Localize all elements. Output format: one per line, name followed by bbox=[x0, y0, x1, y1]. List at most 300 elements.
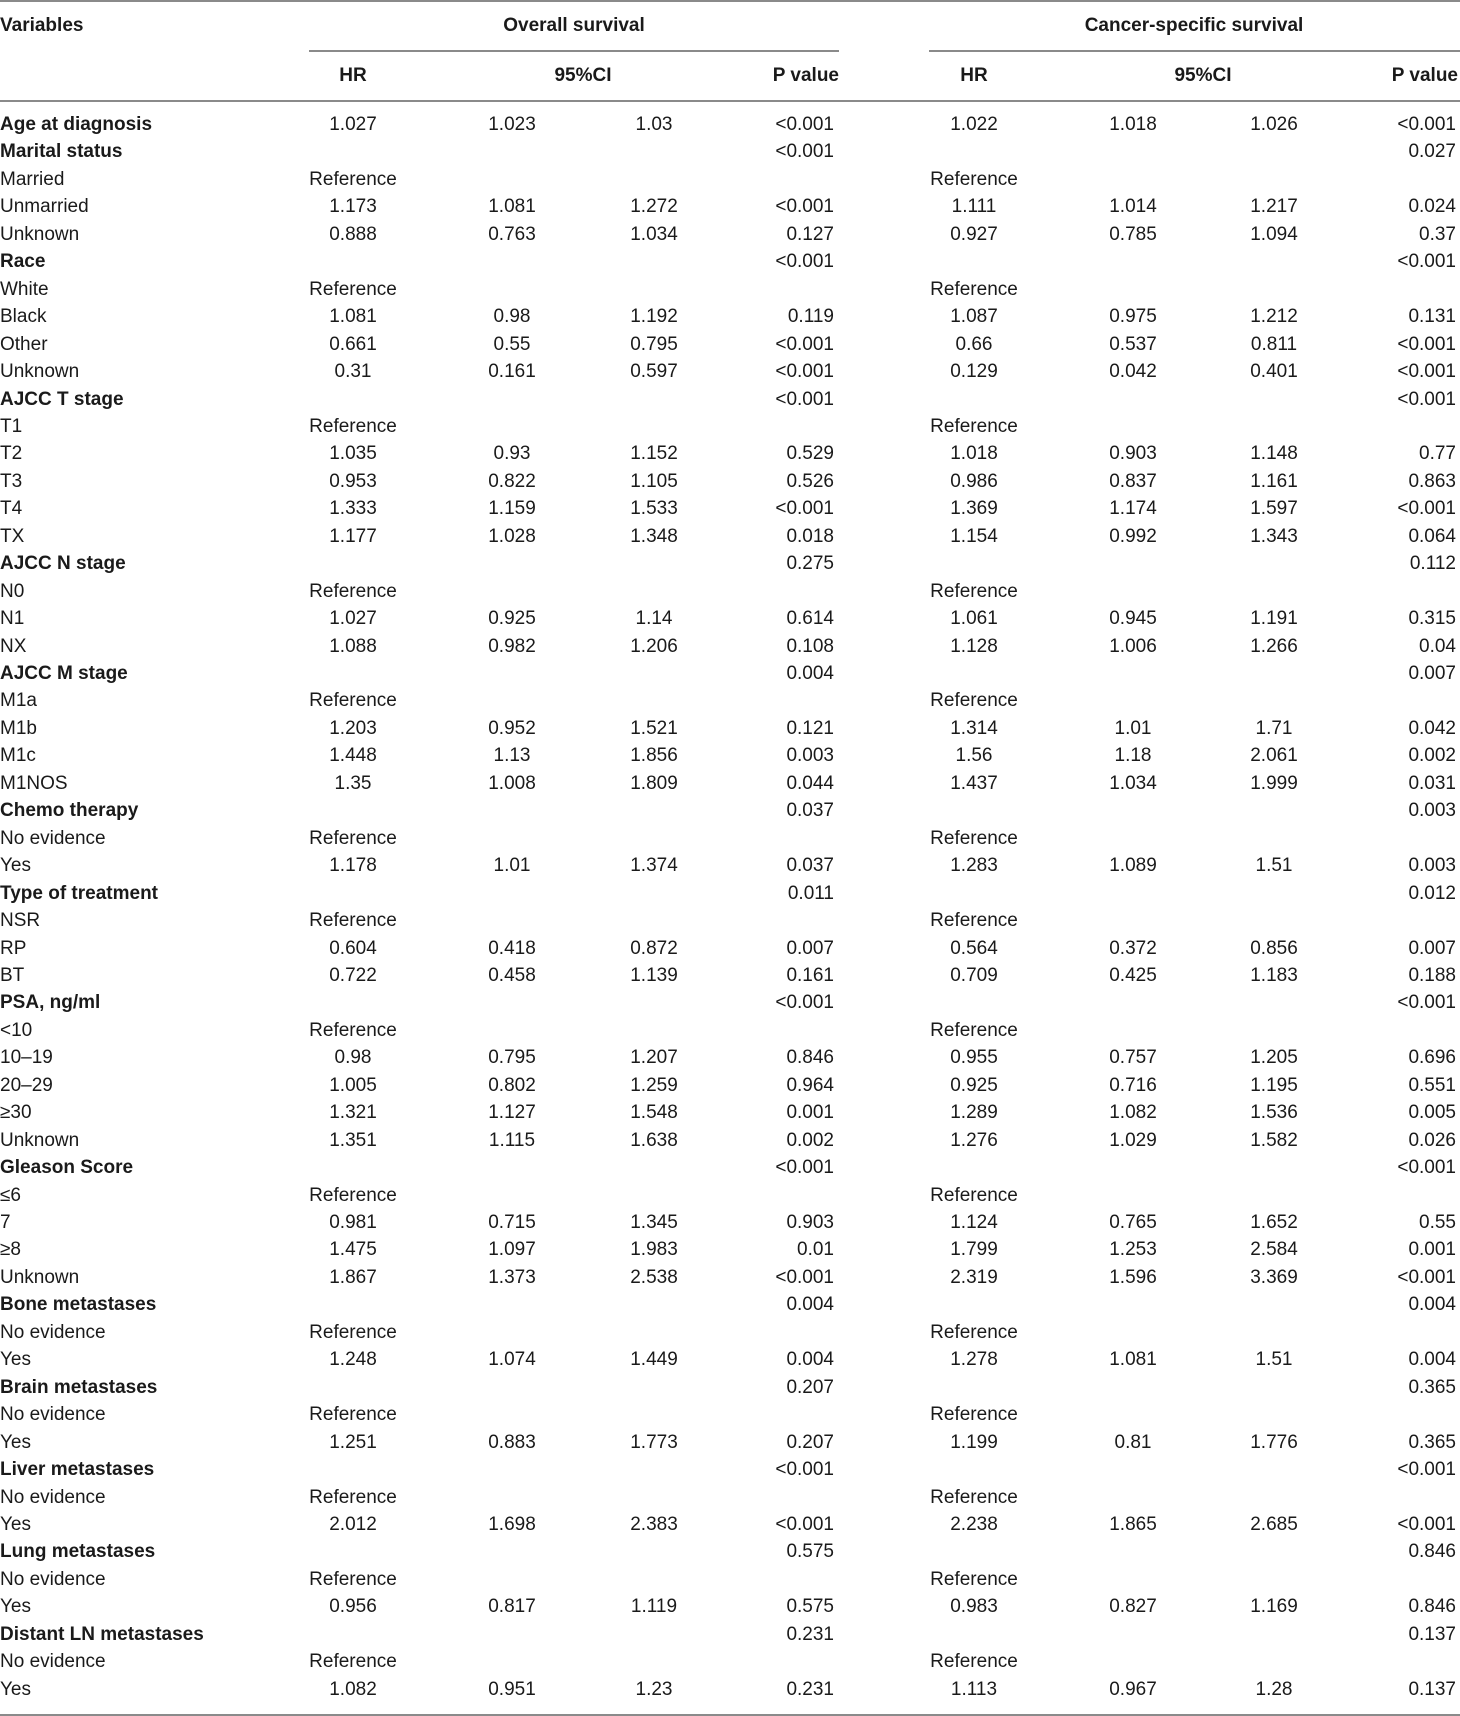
css-p-value-cell: 0.846 bbox=[1408, 1596, 1456, 1618]
css-ci-upper-cell: 1.28 bbox=[1255, 1678, 1293, 1700]
os-p-value-cell: 0.108 bbox=[786, 635, 834, 657]
css-p-value-cell: 0.37 bbox=[1419, 223, 1456, 245]
os-ci-upper-cell: 1.345 bbox=[630, 1212, 678, 1233]
variable-heading: Distant LN metastases bbox=[0, 1623, 204, 1645]
variable-category: ≥30 bbox=[0, 1102, 32, 1124]
css-p-value-cell: 0.003 bbox=[1408, 855, 1456, 877]
os-p-value-cell: 0.037 bbox=[786, 800, 834, 822]
css-ci-upper-cell: 1.205 bbox=[1250, 1047, 1298, 1069]
css-hr-cell: Reference bbox=[930, 1184, 1018, 1206]
css-ci-lower-cell: 0.785 bbox=[1109, 223, 1157, 245]
os-p-value-cell: 0.575 bbox=[786, 1596, 834, 1618]
os-hr-cell: Reference bbox=[309, 1184, 397, 1206]
top-rule bbox=[0, 0, 1460, 2]
os-ci-lower-cell: 0.883 bbox=[488, 1431, 536, 1453]
css-p-value-cell: <0.001 bbox=[1397, 388, 1456, 410]
os-p-value-cell: 0.231 bbox=[786, 1678, 834, 1700]
os-ci-lower-cell: 0.458 bbox=[488, 964, 536, 986]
css-ci-upper-cell: 1.51 bbox=[1255, 855, 1293, 877]
css-p-value-cell: <0.001 bbox=[1397, 361, 1456, 383]
css-ci-upper-cell: 2.584 bbox=[1250, 1239, 1298, 1261]
variable-category: No evidence bbox=[0, 827, 106, 849]
css-p-value-cell: <0.001 bbox=[1397, 1266, 1456, 1288]
css-ci-lower-cell: 1.089 bbox=[1109, 855, 1157, 877]
os-p-value-cell: <0.001 bbox=[775, 333, 834, 355]
os-p-value-cell: 0.037 bbox=[786, 855, 834, 877]
variable-heading: Liver metastases bbox=[0, 1459, 155, 1481]
header-css-p: P value bbox=[1391, 65, 1458, 86]
css-hr-cell: 1.022 bbox=[950, 114, 998, 135]
os-p-value-cell: <0.001 bbox=[775, 361, 834, 383]
variable-category: Black bbox=[0, 306, 47, 328]
css-ci-upper-cell: 1.71 bbox=[1255, 717, 1293, 739]
css-ci-lower-cell: 0.537 bbox=[1109, 333, 1157, 355]
os-ci-lower-cell: 1.159 bbox=[488, 498, 536, 520]
os-ci-lower-cell: 0.98 bbox=[493, 306, 531, 328]
os-hr-cell: Reference bbox=[309, 1568, 397, 1590]
css-p-value-cell: 0.007 bbox=[1408, 937, 1456, 959]
header-os-hr: HR bbox=[339, 65, 367, 86]
css-ci-lower-cell: 1.174 bbox=[1109, 498, 1157, 520]
os-hr-cell: 1.082 bbox=[329, 1678, 377, 1700]
os-p-value-cell: <0.001 bbox=[775, 1157, 834, 1179]
css-hr-cell: 0.925 bbox=[950, 1074, 998, 1096]
variable-heading: Chemo therapy bbox=[0, 800, 139, 822]
os-hr-cell: Reference bbox=[309, 910, 397, 932]
os-ci-lower-cell: 1.081 bbox=[488, 196, 536, 218]
css-ci-upper-cell: 1.183 bbox=[1250, 964, 1298, 986]
css-hr-cell: Reference bbox=[930, 827, 1018, 849]
css-ci-upper-cell: 1.026 bbox=[1250, 114, 1298, 135]
variable-category: Unmarried bbox=[0, 196, 89, 218]
css-hr-cell: 1.128 bbox=[950, 635, 998, 657]
variable-category: <10 bbox=[0, 1019, 33, 1041]
variable-category: N1 bbox=[0, 608, 25, 630]
css-ci-upper-cell: 1.266 bbox=[1250, 635, 1298, 657]
os-hr-cell: 1.081 bbox=[329, 306, 377, 328]
css-p-value-cell: 0.696 bbox=[1408, 1047, 1456, 1069]
css-p-value-cell: <0.001 bbox=[1397, 992, 1456, 1014]
css-ci-lower-cell: 1.029 bbox=[1109, 1129, 1157, 1151]
css-hr-cell: Reference bbox=[930, 1486, 1018, 1508]
variable-heading: AJCC M stage bbox=[0, 663, 128, 684]
css-hr-cell: Reference bbox=[930, 580, 1018, 602]
css-p-value-cell: 0.004 bbox=[1408, 1349, 1456, 1371]
os-p-value-cell: 0.121 bbox=[786, 717, 834, 739]
css-p-value-cell: 0.77 bbox=[1419, 443, 1456, 465]
os-ci-upper-cell: 1.206 bbox=[630, 635, 678, 657]
css-hr-cell: Reference bbox=[930, 690, 1018, 712]
os-hr-cell: 0.722 bbox=[329, 964, 377, 986]
header-cancer-specific-survival: Cancer-specific survival bbox=[1084, 15, 1304, 36]
os-hr-cell: 1.867 bbox=[329, 1266, 377, 1288]
css-ci-lower-cell: 0.975 bbox=[1109, 306, 1157, 328]
css-hr-cell: 0.564 bbox=[950, 937, 998, 959]
css-ci-upper-cell: 0.811 bbox=[1250, 333, 1298, 355]
css-ci-lower-cell: 1.253 bbox=[1109, 1239, 1157, 1261]
css-hr-cell: 1.314 bbox=[950, 717, 998, 739]
os-p-value-cell: <0.001 bbox=[775, 114, 834, 135]
os-ci-lower-cell: 0.795 bbox=[488, 1047, 536, 1069]
os-ci-upper-cell: 1.119 bbox=[630, 1596, 678, 1618]
css-p-value-cell: 0.027 bbox=[1408, 141, 1456, 163]
os-hr-cell: 0.981 bbox=[329, 1212, 377, 1233]
os-p-value-cell: 0.004 bbox=[786, 1349, 834, 1371]
os-ci-lower-cell: 0.715 bbox=[488, 1212, 536, 1233]
css-group-rule bbox=[929, 50, 1460, 52]
variable-heading: AJCC T stage bbox=[0, 388, 124, 410]
os-ci-upper-cell: 1.03 bbox=[635, 114, 673, 135]
variable-category: Other bbox=[0, 333, 48, 355]
os-hr-cell: 1.351 bbox=[329, 1129, 377, 1151]
os-p-value-cell: 0.529 bbox=[786, 443, 834, 465]
os-p-value-cell: 0.207 bbox=[786, 1431, 834, 1453]
os-p-value-cell: 0.004 bbox=[786, 1294, 834, 1316]
css-ci-lower-cell: 0.827 bbox=[1109, 1596, 1157, 1618]
css-hr-cell: Reference bbox=[930, 1404, 1018, 1426]
os-p-value-cell: 0.007 bbox=[786, 937, 834, 959]
css-ci-lower-cell: 1.034 bbox=[1109, 772, 1157, 794]
css-ci-upper-cell: 1.191 bbox=[1250, 608, 1298, 630]
os-ci-upper-cell: 1.152 bbox=[630, 443, 678, 465]
os-p-value-cell: <0.001 bbox=[775, 1266, 834, 1288]
os-hr-cell: Reference bbox=[309, 1019, 397, 1041]
os-ci-lower-cell: 0.763 bbox=[488, 223, 536, 245]
css-hr-cell: 0.955 bbox=[950, 1047, 998, 1069]
os-ci-upper-cell: 0.597 bbox=[630, 361, 678, 383]
os-ci-lower-cell: 0.93 bbox=[493, 443, 531, 465]
css-ci-lower-cell: 0.903 bbox=[1109, 443, 1157, 465]
variable-heading: Bone metastases bbox=[0, 1294, 157, 1316]
css-ci-upper-cell: 1.776 bbox=[1250, 1431, 1298, 1453]
variable-category: Married bbox=[0, 168, 65, 190]
css-p-value-cell: 0.007 bbox=[1408, 663, 1456, 684]
os-ci-lower-cell: 0.418 bbox=[488, 937, 536, 959]
css-hr-cell: 1.56 bbox=[955, 745, 993, 767]
css-hr-cell: Reference bbox=[930, 1019, 1018, 1041]
css-hr-cell: 1.018 bbox=[950, 443, 998, 465]
header-os-ci: 95%CI bbox=[554, 65, 612, 86]
os-hr-cell: Reference bbox=[309, 580, 397, 602]
css-hr-cell: 1.111 bbox=[951, 196, 997, 218]
os-ci-lower-cell: 1.01 bbox=[493, 855, 531, 877]
css-hr-cell: Reference bbox=[930, 278, 1018, 300]
variable-category: NSR bbox=[0, 910, 41, 932]
variable-category: Yes bbox=[0, 855, 31, 877]
os-ci-lower-cell: 1.097 bbox=[488, 1239, 536, 1261]
os-hr-cell: Reference bbox=[309, 1651, 397, 1673]
os-ci-upper-cell: 1.521 bbox=[630, 717, 678, 739]
variable-heading: Brain metastases bbox=[0, 1376, 158, 1398]
header-rule bbox=[0, 100, 1460, 102]
variable-category: Yes bbox=[0, 1513, 31, 1535]
css-ci-upper-cell: 2.061 bbox=[1250, 745, 1298, 767]
css-hr-cell: 1.154 bbox=[950, 525, 998, 547]
css-ci-lower-cell: 0.757 bbox=[1109, 1047, 1157, 1069]
css-ci-upper-cell: 1.217 bbox=[1250, 196, 1298, 218]
variable-category: ≤6 bbox=[0, 1184, 21, 1206]
variable-category: M1a bbox=[0, 690, 37, 712]
css-ci-upper-cell: 3.369 bbox=[1250, 1266, 1298, 1288]
css-ci-lower-cell: 0.716 bbox=[1109, 1074, 1157, 1096]
os-hr-cell: 1.088 bbox=[329, 635, 377, 657]
css-ci-upper-cell: 1.999 bbox=[1250, 772, 1298, 794]
css-ci-upper-cell: 1.169 bbox=[1250, 1596, 1298, 1618]
css-ci-upper-cell: 0.401 bbox=[1250, 361, 1298, 383]
os-hr-cell: 0.31 bbox=[334, 361, 372, 383]
variable-category: Yes bbox=[0, 1596, 31, 1618]
css-p-value-cell: 0.064 bbox=[1408, 525, 1456, 547]
os-p-value-cell: <0.001 bbox=[775, 992, 834, 1014]
os-ci-upper-cell: 2.383 bbox=[630, 1513, 678, 1535]
css-ci-lower-cell: 1.18 bbox=[1114, 745, 1152, 767]
header-css-hr: HR bbox=[960, 65, 988, 86]
os-ci-upper-cell: 1.139 bbox=[630, 964, 678, 986]
css-hr-cell: 1.113 bbox=[950, 1678, 998, 1700]
os-ci-lower-cell: 0.951 bbox=[488, 1678, 536, 1700]
os-hr-cell: 1.333 bbox=[329, 498, 377, 520]
os-hr-cell: 0.98 bbox=[334, 1047, 372, 1069]
variable-category: T1 bbox=[0, 415, 23, 437]
css-p-value-cell: 0.024 bbox=[1408, 196, 1456, 218]
os-ci-upper-cell: 1.034 bbox=[630, 223, 678, 245]
os-ci-lower-cell: 0.982 bbox=[488, 635, 536, 657]
css-p-value-cell: <0.001 bbox=[1397, 251, 1456, 273]
header-variables: Variables bbox=[0, 15, 84, 36]
css-ci-lower-cell: 1.01 bbox=[1114, 717, 1152, 739]
os-ci-upper-cell: 1.983 bbox=[630, 1239, 678, 1261]
os-ci-lower-cell: 0.822 bbox=[488, 470, 536, 492]
os-p-value-cell: 0.018 bbox=[786, 525, 834, 547]
os-ci-lower-cell: 0.161 bbox=[488, 361, 536, 383]
os-hr-cell: 1.203 bbox=[329, 717, 377, 739]
os-ci-lower-cell: 1.127 bbox=[488, 1102, 536, 1124]
os-ci-lower-cell: 0.802 bbox=[488, 1074, 536, 1096]
css-ci-upper-cell: 1.51 bbox=[1255, 1349, 1293, 1371]
css-hr-cell: 2.238 bbox=[950, 1513, 998, 1535]
os-ci-lower-cell: 1.008 bbox=[488, 772, 536, 794]
css-hr-cell: Reference bbox=[930, 168, 1018, 190]
variable-category: T4 bbox=[0, 498, 23, 520]
css-ci-lower-cell: 1.006 bbox=[1109, 635, 1157, 657]
css-p-value-cell: 0.365 bbox=[1408, 1376, 1456, 1398]
os-p-value-cell: 0.01 bbox=[797, 1239, 834, 1261]
os-p-value-cell: 0.003 bbox=[786, 745, 834, 767]
variable-category: NX bbox=[0, 635, 27, 657]
os-ci-lower-cell: 1.698 bbox=[488, 1513, 536, 1535]
css-hr-cell: 1.369 bbox=[950, 498, 998, 520]
os-p-value-cell: 0.964 bbox=[786, 1074, 834, 1096]
os-ci-lower-cell: 0.817 bbox=[488, 1596, 536, 1618]
variable-category: M1c bbox=[0, 745, 36, 767]
os-hr-cell: 2.012 bbox=[329, 1513, 377, 1535]
os-ci-upper-cell: 0.795 bbox=[630, 333, 678, 355]
css-ci-upper-cell: 1.597 bbox=[1250, 498, 1298, 520]
variable-category: ≥8 bbox=[0, 1239, 21, 1261]
css-p-value-cell: 0.04 bbox=[1419, 635, 1456, 657]
css-p-value-cell: <0.001 bbox=[1397, 1157, 1456, 1179]
os-ci-lower-cell: 0.952 bbox=[488, 717, 536, 739]
os-group-rule bbox=[309, 50, 839, 52]
os-ci-upper-cell: 1.192 bbox=[630, 306, 678, 328]
css-p-value-cell: <0.001 bbox=[1397, 114, 1456, 135]
os-p-value-cell: <0.001 bbox=[775, 1513, 834, 1535]
variable-heading: Race bbox=[0, 251, 46, 273]
os-p-value-cell: 0.846 bbox=[786, 1047, 834, 1069]
css-p-value-cell: 0.001 bbox=[1408, 1239, 1456, 1261]
os-p-value-cell: <0.001 bbox=[775, 251, 834, 273]
css-p-value-cell: 0.551 bbox=[1408, 1074, 1456, 1096]
os-ci-lower-cell: 0.55 bbox=[493, 333, 531, 355]
css-p-value-cell: 0.137 bbox=[1408, 1678, 1456, 1700]
os-p-value-cell: 0.275 bbox=[786, 553, 834, 575]
css-p-value-cell: 0.55 bbox=[1419, 1212, 1456, 1233]
os-p-value-cell: <0.001 bbox=[775, 1459, 834, 1481]
css-ci-lower-cell: 0.372 bbox=[1109, 937, 1157, 959]
css-p-value-cell: 0.188 bbox=[1408, 964, 1456, 986]
os-hr-cell: 0.661 bbox=[329, 333, 377, 355]
variable-category: RP bbox=[0, 937, 27, 959]
variable-category: Yes bbox=[0, 1678, 31, 1700]
os-ci-lower-cell: 0.925 bbox=[488, 608, 536, 630]
os-hr-cell: Reference bbox=[309, 278, 397, 300]
css-hr-cell: 2.319 bbox=[950, 1266, 998, 1288]
variable-category: N0 bbox=[0, 580, 25, 602]
os-ci-upper-cell: 0.872 bbox=[630, 937, 678, 959]
css-hr-cell: Reference bbox=[930, 910, 1018, 932]
os-p-value-cell: <0.001 bbox=[775, 141, 834, 163]
css-p-value-cell: 0.863 bbox=[1408, 470, 1456, 492]
css-hr-cell: 0.709 bbox=[950, 964, 998, 986]
css-ci-upper-cell: 1.652 bbox=[1250, 1212, 1298, 1233]
css-ci-lower-cell: 1.081 bbox=[1109, 1349, 1157, 1371]
os-ci-upper-cell: 1.809 bbox=[630, 772, 678, 794]
css-p-value-cell: 0.365 bbox=[1408, 1431, 1456, 1453]
os-ci-lower-cell: 1.115 bbox=[488, 1129, 536, 1151]
variable-category: Unknown bbox=[0, 223, 80, 245]
variable-category: M1b bbox=[0, 717, 37, 739]
os-p-value-cell: 0.011 bbox=[787, 882, 834, 904]
css-p-value-cell: <0.001 bbox=[1397, 333, 1456, 355]
css-ci-lower-cell: 1.082 bbox=[1109, 1102, 1157, 1124]
css-ci-lower-cell: 0.837 bbox=[1109, 470, 1157, 492]
os-hr-cell: 1.448 bbox=[329, 745, 377, 767]
variable-category: Yes bbox=[0, 1349, 31, 1371]
os-p-value-cell: 0.207 bbox=[786, 1376, 834, 1398]
variable-category: Unknown bbox=[0, 361, 80, 383]
os-p-value-cell: 0.614 bbox=[786, 608, 834, 630]
os-hr-cell: 1.475 bbox=[329, 1239, 377, 1261]
css-hr-cell: Reference bbox=[930, 1321, 1018, 1343]
os-ci-upper-cell: 1.14 bbox=[635, 608, 673, 630]
os-ci-upper-cell: 1.207 bbox=[630, 1047, 678, 1069]
variable-category: White bbox=[0, 278, 49, 300]
css-ci-lower-cell: 0.992 bbox=[1109, 525, 1157, 547]
css-ci-lower-cell: 1.596 bbox=[1109, 1266, 1157, 1288]
os-hr-cell: 0.604 bbox=[329, 937, 377, 959]
css-p-value-cell: 0.005 bbox=[1408, 1102, 1456, 1124]
css-p-value-cell: <0.001 bbox=[1397, 498, 1456, 520]
css-p-value-cell: 0.131 bbox=[1408, 306, 1456, 328]
os-hr-cell: 1.251 bbox=[329, 1431, 377, 1453]
css-ci-lower-cell: 0.765 bbox=[1109, 1212, 1157, 1233]
os-ci-upper-cell: 1.348 bbox=[630, 525, 678, 547]
css-hr-cell: 0.129 bbox=[950, 361, 998, 383]
css-ci-upper-cell: 2.685 bbox=[1250, 1513, 1298, 1535]
variable-heading: AJCC N stage bbox=[0, 553, 126, 575]
variable-category: No evidence bbox=[0, 1568, 106, 1590]
css-hr-cell: 1.061 bbox=[950, 608, 998, 630]
css-hr-cell: 0.927 bbox=[950, 223, 998, 245]
os-p-value-cell: 0.575 bbox=[786, 1541, 834, 1563]
variable-category: 7 bbox=[0, 1212, 11, 1233]
variable-category: M1NOS bbox=[0, 772, 68, 794]
os-hr-cell: 1.35 bbox=[334, 772, 372, 794]
css-p-value-cell: 0.012 bbox=[1408, 882, 1456, 904]
os-hr-cell: Reference bbox=[309, 168, 397, 190]
css-hr-cell: 1.289 bbox=[950, 1102, 998, 1124]
css-p-value-cell: 0.026 bbox=[1408, 1129, 1456, 1151]
os-ci-upper-cell: 1.773 bbox=[630, 1431, 678, 1453]
css-ci-upper-cell: 1.536 bbox=[1250, 1102, 1298, 1124]
os-ci-lower-cell: 1.373 bbox=[488, 1266, 536, 1288]
os-hr-cell: 1.035 bbox=[329, 443, 377, 465]
os-p-value-cell: <0.001 bbox=[775, 498, 834, 520]
css-p-value-cell: 0.002 bbox=[1408, 745, 1456, 767]
os-hr-cell: 0.953 bbox=[329, 470, 377, 492]
variable-heading: Marital status bbox=[0, 141, 123, 163]
variable-heading: PSA, ng/ml bbox=[0, 992, 101, 1014]
os-ci-lower-cell: 1.13 bbox=[493, 745, 531, 767]
os-p-value-cell: 0.119 bbox=[787, 306, 834, 328]
os-ci-upper-cell: 1.533 bbox=[630, 498, 678, 520]
css-p-value-cell: 0.004 bbox=[1408, 1294, 1456, 1316]
os-ci-upper-cell: 1.259 bbox=[630, 1074, 678, 1096]
os-p-value-cell: 0.127 bbox=[786, 223, 834, 245]
css-ci-lower-cell: 0.425 bbox=[1109, 964, 1157, 986]
os-ci-upper-cell: 1.272 bbox=[630, 196, 678, 218]
os-ci-upper-cell: 1.105 bbox=[630, 470, 678, 492]
variable-category: No evidence bbox=[0, 1404, 106, 1426]
css-ci-upper-cell: 1.148 bbox=[1250, 443, 1298, 465]
os-ci-lower-cell: 1.023 bbox=[488, 114, 536, 135]
os-ci-upper-cell: 1.449 bbox=[630, 1349, 678, 1371]
variable-heading: Lung metastases bbox=[0, 1541, 156, 1563]
css-hr-cell: 1.799 bbox=[950, 1239, 998, 1261]
os-hr-cell: 0.956 bbox=[329, 1596, 377, 1618]
os-hr-cell: Reference bbox=[309, 415, 397, 437]
css-ci-lower-cell: 1.014 bbox=[1109, 196, 1157, 218]
os-ci-lower-cell: 1.028 bbox=[488, 525, 536, 547]
css-ci-lower-cell: 1.018 bbox=[1109, 114, 1157, 135]
os-hr-cell: Reference bbox=[309, 1321, 397, 1343]
os-hr-cell: 1.027 bbox=[329, 608, 377, 630]
os-p-value-cell: 0.002 bbox=[786, 1129, 834, 1151]
variable-heading: Gleason Score bbox=[0, 1157, 134, 1179]
css-ci-upper-cell: 1.212 bbox=[1250, 306, 1298, 328]
header-css-ci: 95%CI bbox=[1174, 65, 1232, 86]
css-ci-upper-cell: 1.094 bbox=[1250, 223, 1298, 245]
os-p-value-cell: 0.001 bbox=[786, 1102, 834, 1124]
variable-category: No evidence bbox=[0, 1651, 106, 1673]
os-p-value-cell: 0.044 bbox=[786, 772, 834, 794]
css-p-value-cell: <0.001 bbox=[1397, 1513, 1456, 1535]
os-p-value-cell: 0.903 bbox=[786, 1212, 834, 1233]
os-p-value-cell: 0.161 bbox=[786, 964, 834, 986]
variable-category: 10–19 bbox=[0, 1047, 53, 1069]
os-ci-upper-cell: 2.538 bbox=[630, 1266, 678, 1288]
variable-category: No evidence bbox=[0, 1486, 106, 1508]
